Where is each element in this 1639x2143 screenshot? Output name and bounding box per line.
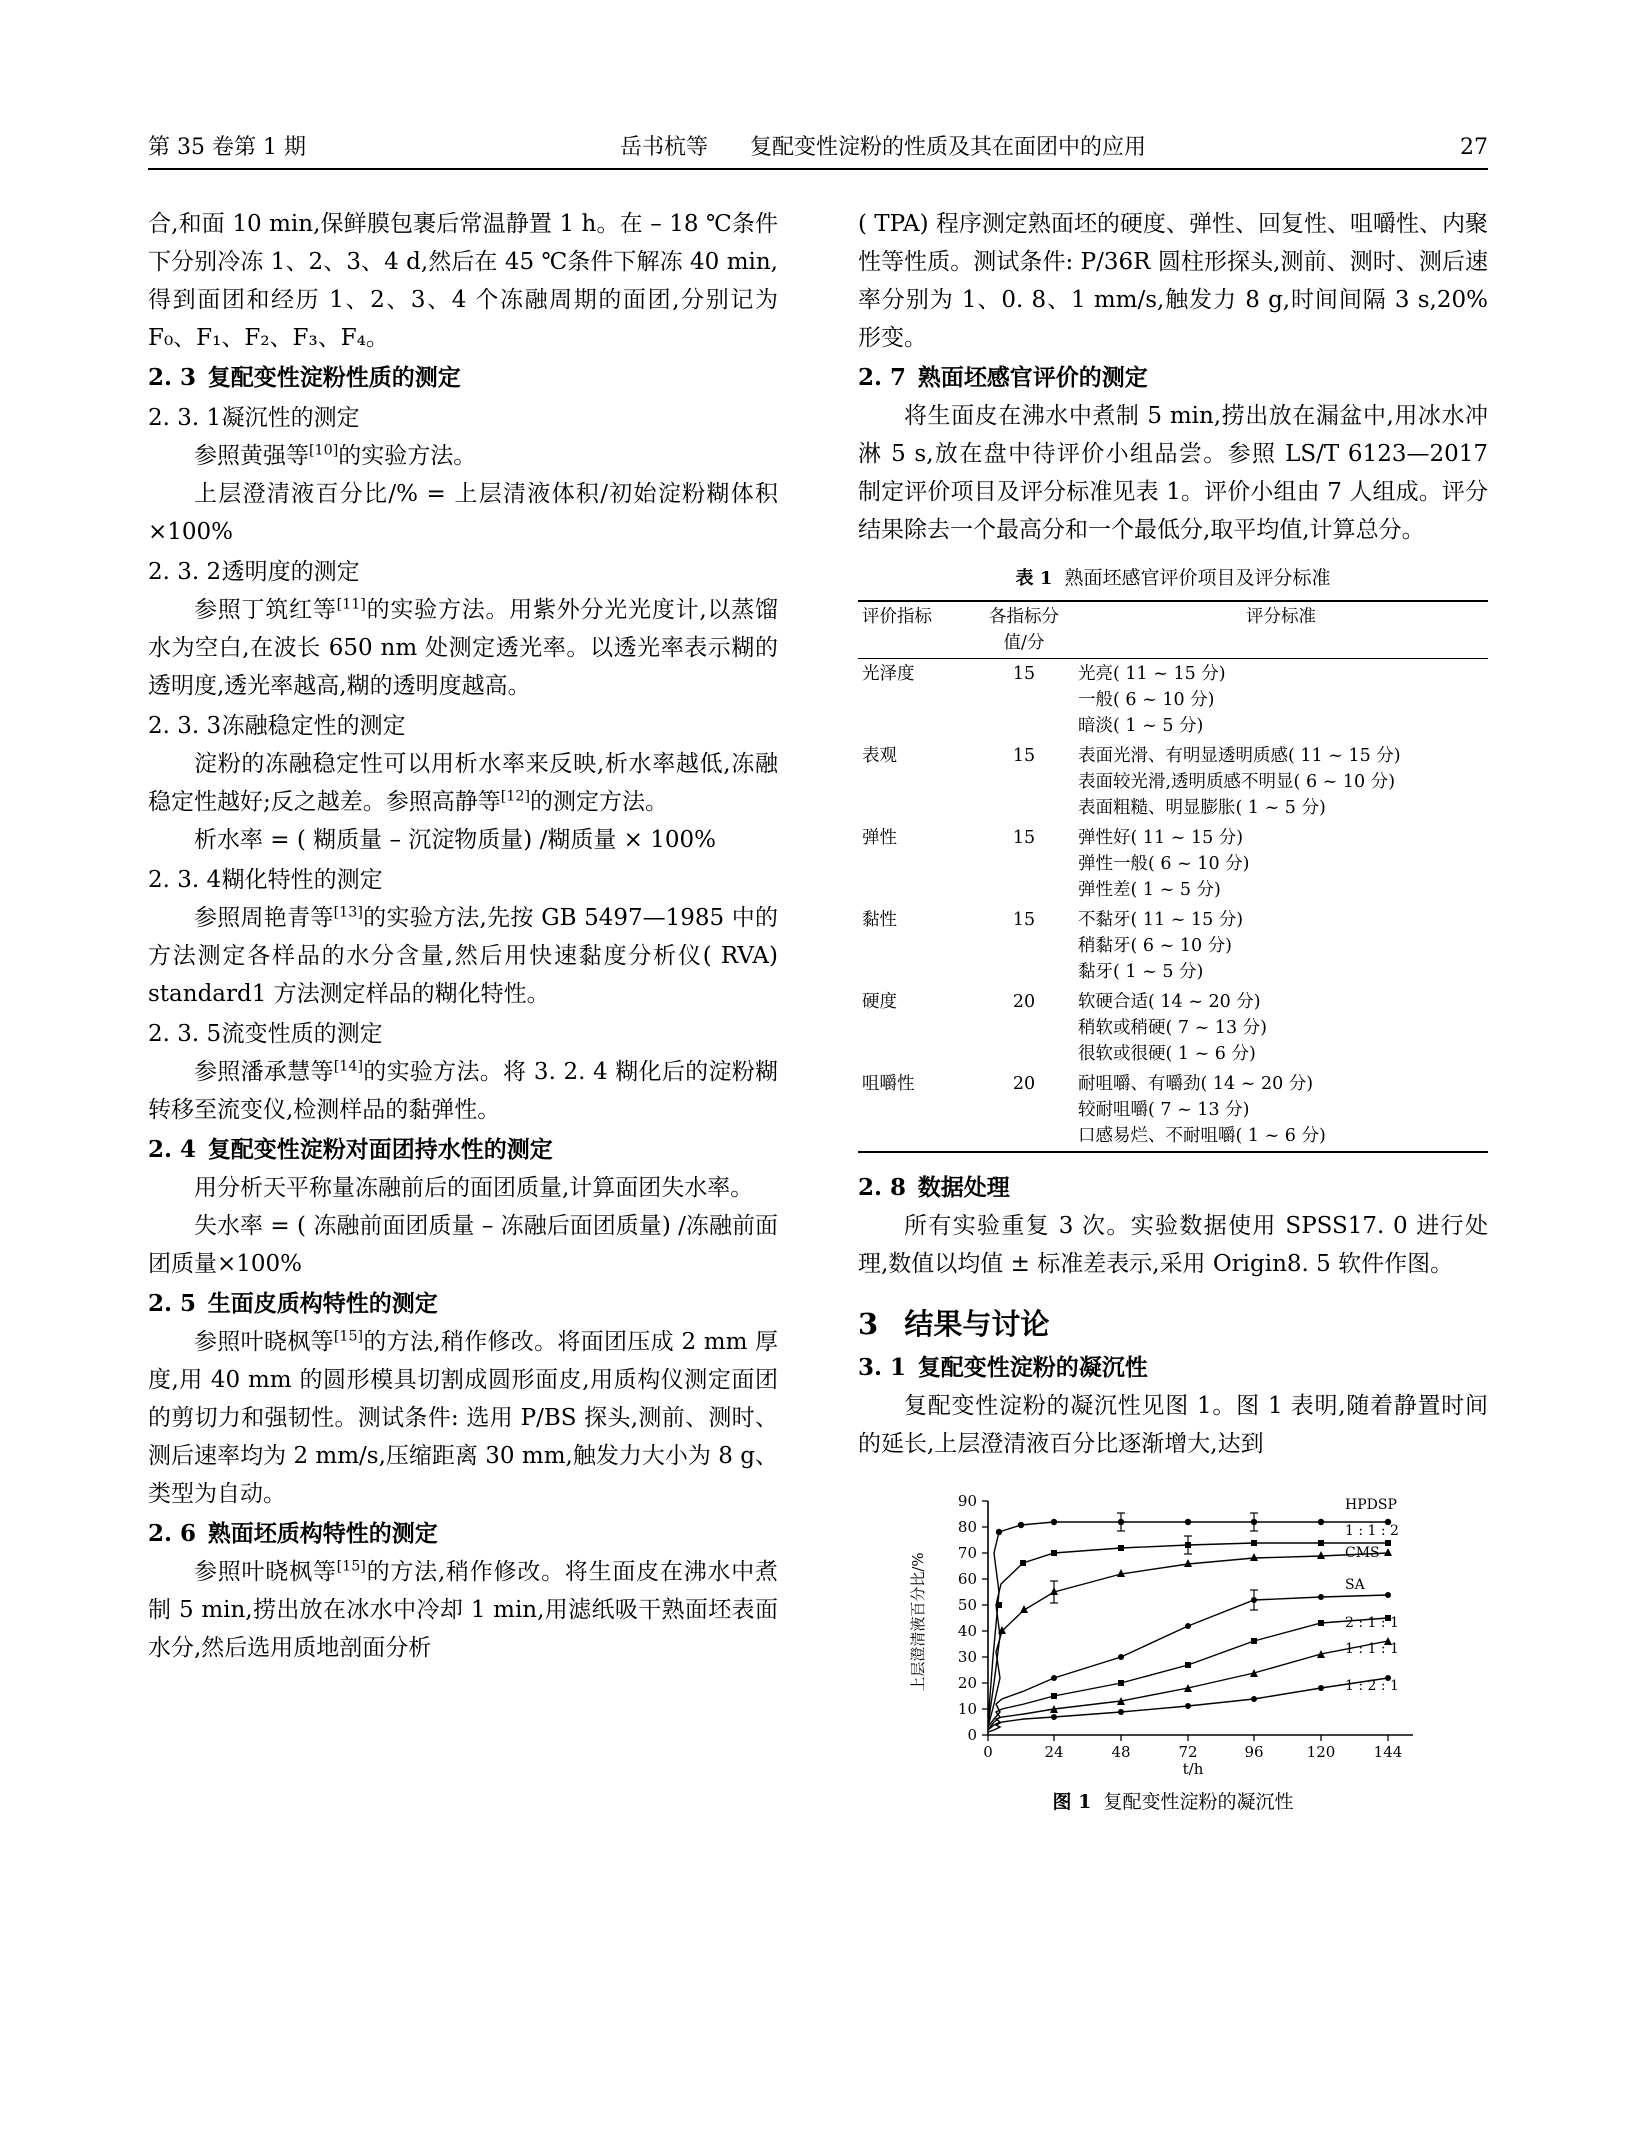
- header-divider: [148, 168, 1488, 170]
- row-index: 硬度: [862, 992, 897, 1012]
- row-criteria: [1074, 987, 1488, 1069]
- citation-15b: [15]: [336, 1558, 366, 1575]
- svg-text:60: 60: [957, 1570, 977, 1588]
- table-1-title: 熟面坯感官评价项目及评分标准: [1064, 567, 1331, 589]
- section-2-3-3-number: 2. 3. 3: [148, 713, 222, 739]
- table-row: [858, 823, 1488, 905]
- criteria-line: 弹性差( 1 ~ 5 分): [1078, 880, 1221, 900]
- row-score: 20: [1012, 992, 1036, 1012]
- svg-text:0: 0: [983, 1743, 993, 1761]
- section-2-7: [858, 359, 1488, 397]
- row-criteria: [1074, 905, 1488, 987]
- svg-text:10: 10: [957, 1700, 977, 1718]
- row-index: 表观: [862, 746, 897, 766]
- section-2-5: [148, 1285, 778, 1323]
- section-2-3-3-paragraph-2: 析水率 = ( 糊质量 – 沉淀物质量) /糊质量 × 100%: [194, 827, 716, 853]
- citation-13: [13]: [333, 904, 363, 921]
- row-score: 15: [1012, 664, 1036, 684]
- section-2-8-paragraph-1: 所有实验重复 3 次。实验数据使用 SPSS17. 0 进行处理,数值以均值 ± 标准差表示,采用 Origin8. 5 软件作图。: [858, 1213, 1488, 1277]
- section-2-4-title: 复配变性淀粉对面团持水性的测定: [207, 1136, 553, 1163]
- section-2-3-4-number: 2. 3. 4: [148, 867, 222, 893]
- row-index: 光泽度: [862, 664, 915, 684]
- citation-14: [14]: [333, 1058, 364, 1075]
- row-criteria: [1074, 741, 1488, 823]
- sedimentation-line-chart: [893, 1477, 1453, 1777]
- row-index: 咀嚼性: [862, 1074, 915, 1094]
- x-axis-label: t/h: [1182, 1760, 1204, 1777]
- svg-text:90: 90: [957, 1492, 977, 1510]
- criteria-line: 表面较光滑,透明质感不明显( 6 ~ 10 分): [1078, 772, 1396, 792]
- section-2-4-number: 2. 4: [148, 1136, 197, 1163]
- citation-10: [10]: [309, 442, 339, 459]
- table-row: [858, 659, 1488, 742]
- table-1-caption: [858, 559, 1488, 598]
- table-row: [858, 987, 1488, 1069]
- section-2-3-5-title: 流变性质的测定: [221, 1021, 383, 1047]
- criteria-line: 稍软或稍硬( 7 ~ 13 分): [1078, 1018, 1267, 1038]
- section-2-3-4-paragraph-1: 参照周艳青等[13]的实验方法,先按 GB 5497—1985 中的方法测定各样品的水分含量,然后用快速黏度分析仪( RVA) standard1 方法测定样品的糊化特性。: [148, 904, 778, 1007]
- section-2-4-paragraph-1: 用分析天平称量冻融前后的面团质量,计算面团失水率。: [194, 1175, 754, 1201]
- section-3-number: 3: [858, 1307, 879, 1341]
- svg-text:48: 48: [1111, 1743, 1131, 1761]
- criteria-line: 弹性好( 11 ~ 15 分): [1078, 828, 1244, 848]
- section-2-3: [148, 359, 778, 397]
- section-2-3-5-number: 2. 3. 5: [148, 1021, 222, 1047]
- section-2-8-title: 数据处理: [917, 1174, 1010, 1201]
- section-2-3-1-title: 凝沉性的测定: [221, 405, 360, 431]
- criteria-line: 暗淡( 1 ~ 5 分): [1078, 716, 1204, 736]
- section-2-3-2-title: 透明度的测定: [221, 559, 360, 585]
- section-3-1: [858, 1349, 1488, 1387]
- svg-text:80: 80: [957, 1518, 977, 1536]
- running-article-title: 复配变性淀粉的性质及其在面团中的应用: [749, 135, 1146, 160]
- series-label-1-2-1: 1 : 2 : 1: [1345, 1678, 1399, 1694]
- figure-1-label: 图 1: [1052, 1791, 1092, 1813]
- section-2-6-title: 熟面坯质构特性的测定: [207, 1520, 438, 1547]
- right-column: [858, 205, 1488, 1821]
- svg-text:40: 40: [957, 1622, 977, 1640]
- sensory-evaluation-table: [858, 600, 1488, 1153]
- criteria-line: 较耐咀嚼( 7 ~ 13 分): [1078, 1100, 1250, 1120]
- section-2-7-paragraph-1: 将生面皮在沸水中煮制 5 min,捞出放在漏盆中,用冰水冲淋 5 s,放在盘中待评价小组品尝。参照 LS/T 6123—2017 制定评价项目及评分标准见表 1。评价小组由 7 人组成。评分结果除去一个最高分和一个最低分,取平均值,计算总分。: [858, 403, 1488, 543]
- series-label-cms: CMS: [1345, 1545, 1380, 1561]
- criteria-line: 表面光滑、有明显透明质感( 11 ~ 15 分): [1078, 746, 1401, 766]
- section-2-3-1-paragraph-1: 参照黄强等[10]的实验方法。: [194, 442, 477, 469]
- table-row: [858, 905, 1488, 987]
- section-3: [858, 1305, 1488, 1343]
- section-2-3-5-paragraph-1: 参照潘承慧等[14]的实验方法。将 3. 2. 4 糊化后的淀粉糊转移至流变仪,检测样品的黏弹性。: [148, 1058, 778, 1123]
- figure-1: [858, 1477, 1488, 1821]
- citation-11: [11]: [336, 596, 366, 613]
- section-2-8: [858, 1169, 1488, 1207]
- section-3-1-number: 3. 1: [858, 1354, 907, 1381]
- section-2-4: [148, 1131, 778, 1169]
- section-2-3-1-number: 2. 3. 1: [148, 405, 222, 431]
- section-2-3-5: [148, 1015, 778, 1053]
- criteria-line: 口感易烂、不耐咀嚼( 1 ~ 6 分): [1078, 1126, 1326, 1146]
- row-index: 黏性: [862, 910, 897, 930]
- series-label-1-1-2: 1 : 1 : 2: [1345, 1523, 1399, 1539]
- series-label-2-1-1: 2 : 1 : 1: [1345, 1615, 1399, 1631]
- section-2-3-1: [148, 399, 778, 437]
- section-3-title: 结果与讨论: [904, 1307, 1050, 1341]
- section-2-3-number: 2. 3: [148, 364, 197, 391]
- row-index: 弹性: [862, 828, 897, 848]
- svg-text:20: 20: [957, 1674, 977, 1692]
- criteria-line: 光亮( 11 ~ 15 分): [1078, 664, 1226, 684]
- section-2-3-3-paragraph-1: 淀粉的冻融稳定性可以用析水率来反映,析水率越低,冻融稳定性越好;反之越差。参照高静等[12]的测定方法。: [148, 751, 778, 815]
- section-2-7-title: 熟面坯感官评价的测定: [917, 364, 1148, 391]
- section-2-3-1-paragraph-2: 上层澄清液百分比/% = 上层清液体积/初始淀粉糊体积×100%: [148, 481, 778, 545]
- section-2-3-2-paragraph-1: 参照丁筑红等[11]的实验方法。用紫外分光光度计,以蒸馏水为空白,在波长 650 nm 处测定透光率。以透光率表示糊的透明度,透光率越高,糊的透明度越高。: [148, 596, 779, 699]
- section-2-4-paragraph-2: 失水率 = ( 冻融前面团质量 – 冻融后面团质量) /冻融前面团质量×100%: [148, 1213, 778, 1277]
- table-header-index: 评价指标: [862, 607, 932, 627]
- left-column: [148, 205, 778, 1667]
- svg-text:96: 96: [1244, 1743, 1264, 1761]
- running-title: [306, 130, 1460, 161]
- row-criteria: [1074, 823, 1488, 905]
- series-label-sa: SA: [1345, 1577, 1365, 1593]
- svg-text:50: 50: [957, 1596, 977, 1614]
- section-2-3-2: [148, 553, 778, 591]
- right-paragraph-continuation: ( TPA) 程序测定熟面坯的硬度、弹性、回复性、咀嚼性、内聚性等性质。测试条件: P/36R 圆柱形探头,测前、测时、测后速率分别为 1、0. 8、1 mm/s,触发力 8 g,时间间隔 3 s,20% 形变。: [858, 211, 1488, 351]
- figure-1-plot: [893, 1477, 1453, 1777]
- paragraph-continuation: 合,和面 10 min,保鲜膜包裹后常温静置 1 h。在 – 18 ℃条件下分别冷冻 1、2、3、4 d,然后在 45 ℃条件下解冻 40 min,得到面团和经历 1、2、3、4 个冻融周期的面团,分别记为 F₀、F₁、F₂、F₃、F₄。: [148, 211, 778, 351]
- row-score: 15: [1012, 746, 1036, 766]
- table-row: [858, 741, 1488, 823]
- section-2-3-3: [148, 707, 778, 745]
- criteria-line: 黏牙( 1 ~ 5 分): [1078, 962, 1204, 982]
- criteria-line: 软硬合适( 14 ~ 20 分): [1078, 992, 1261, 1012]
- series-label-1-1-1: 1 : 1 : 1: [1345, 1641, 1399, 1657]
- row-score: 15: [1012, 828, 1036, 848]
- section-2-5-title: 生面皮质构特性的测定: [207, 1290, 438, 1317]
- citation-15a: [15]: [333, 1328, 364, 1345]
- row-criteria: [1074, 659, 1488, 742]
- row-score: 15: [1012, 910, 1036, 930]
- table-header-score: 各指标分值/分: [989, 607, 1059, 653]
- row-score: 20: [1012, 1074, 1036, 1094]
- svg-text:144: 144: [1373, 1743, 1403, 1761]
- section-2-6: [148, 1515, 778, 1553]
- section-2-3-3-title: 冻融稳定性的测定: [221, 713, 406, 739]
- row-criteria: [1074, 1069, 1488, 1152]
- volume-issue: 第 35 卷第 1 期: [148, 135, 306, 160]
- page-header: [148, 130, 1488, 161]
- section-2-5-paragraph-1: 参照叶晓枫等[15]的方法,稍作修改。将面团压成 2 mm 厚度,用 40 mm 的圆形模具切割成圆形面皮,用质构仪测定面团的剪切力和强韧性。测试条件: 选用 P/BS 探头,测前、测时、测后速率均为 2 mm/s,压缩距离 30 mm,触发力大小为 8 g、类型为自动。: [148, 1328, 779, 1507]
- svg-text:70: 70: [957, 1544, 977, 1562]
- figure-1-caption: [858, 1783, 1488, 1821]
- section-2-3-4: [148, 861, 778, 899]
- criteria-line: 稍黏牙( 6 ~ 10 分): [1078, 936, 1232, 956]
- figure-1-title: 复配变性淀粉的凝沉性: [1103, 1791, 1294, 1813]
- criteria-line: 耐咀嚼、有嚼劲( 14 ~ 20 分): [1078, 1074, 1314, 1094]
- table-row: [858, 1069, 1488, 1152]
- section-2-7-number: 2. 7: [858, 364, 907, 391]
- section-2-3-2-number: 2. 3. 2: [148, 559, 222, 585]
- criteria-line: 不黏牙( 11 ~ 15 分): [1078, 910, 1244, 930]
- section-2-3-title: 复配变性淀粉性质的测定: [207, 364, 461, 391]
- page-number: 27: [1460, 135, 1488, 160]
- citation-12: [12]: [500, 788, 531, 805]
- section-2-8-number: 2. 8: [858, 1174, 907, 1201]
- section-2-6-paragraph-1: 参照叶晓枫等[15]的方法,稍作修改。将生面皮在沸水中煮制 5 min,捞出放在冰水中冷却 1 min,用滤纸吸干熟面坯表面水分,然后选用质地剖面分析: [148, 1558, 779, 1661]
- svg-text:120: 120: [1306, 1743, 1336, 1761]
- section-3-1-title: 复配变性淀粉的凝沉性: [917, 1354, 1148, 1381]
- series-label-hpdsp: HPDSP: [1345, 1497, 1397, 1513]
- svg-text:30: 30: [957, 1648, 977, 1666]
- running-authors: 岳书杭等: [619, 135, 708, 160]
- svg-text:0: 0: [967, 1726, 977, 1744]
- section-3-1-paragraph-1: 复配变性淀粉的凝沉性见图 1。图 1 表明,随着静置时间的延长,上层澄清液百分比逐渐增大,达到: [858, 1393, 1488, 1457]
- table-1-label: 表 1: [1015, 568, 1053, 589]
- criteria-line: 一般( 6 ~ 10 分): [1078, 690, 1215, 710]
- criteria-line: 很软或很硬( 1 ~ 6 分): [1078, 1044, 1256, 1064]
- svg-text:72: 72: [1178, 1743, 1198, 1761]
- criteria-line: 表面粗糙、明显膨胀( 1 ~ 5 分): [1078, 798, 1326, 818]
- section-2-3-4-title: 糊化特性的测定: [221, 867, 383, 893]
- section-2-6-number: 2. 6: [148, 1520, 197, 1547]
- criteria-line: 弹性一般( 6 ~ 10 分): [1078, 854, 1250, 874]
- svg-text:24: 24: [1044, 1743, 1064, 1761]
- table-header-criteria: 评分标准: [1246, 607, 1316, 627]
- section-2-5-number: 2. 5: [148, 1290, 197, 1317]
- y-axis-label: 上层澄清液百分比/%: [909, 1552, 927, 1692]
